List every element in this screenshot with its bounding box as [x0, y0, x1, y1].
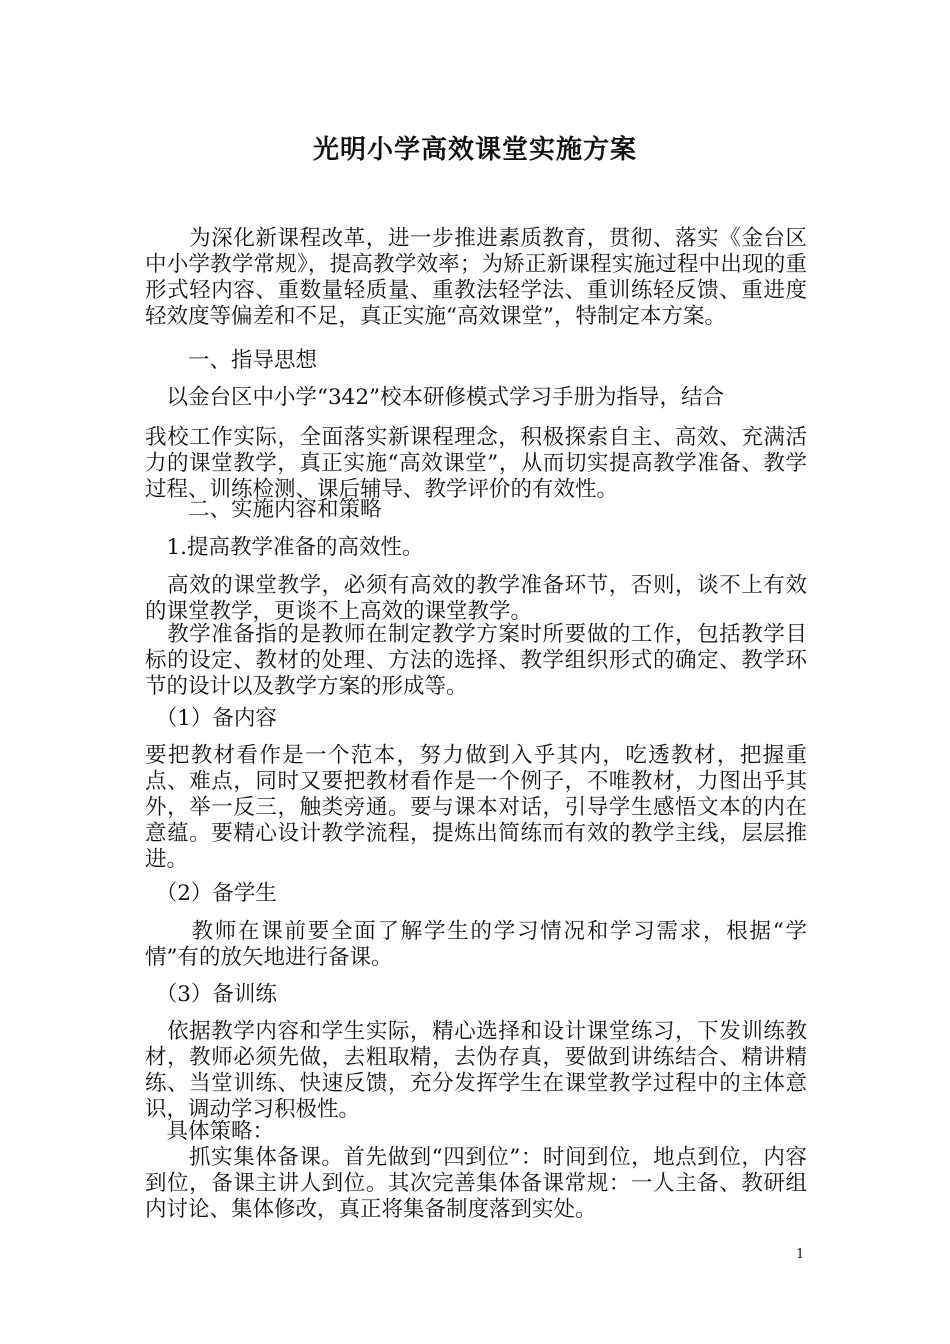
prepare-students-paragraph: 教师在课前要全面了解学生的学习情况和学习需求，根据“学情”有的放矢地进行备课。 — [145, 919, 807, 970]
guiding-paragraph-line-1: 以金台区中小学“342”校本研修模式学习手册为指导，结合 — [145, 385, 725, 410]
specific-strategies-heading: 具体策略： — [145, 1119, 275, 1144]
section-heading-guiding-ideology: 一、指导思想 — [145, 348, 318, 373]
document-title: 光明小学高效课堂实施方案 — [312, 135, 637, 165]
prepare-training-paragraph: 依据教学内容和学生实际，精心选择和设计课堂练习，下发训练教材，教师必须先做，去粗取精，去伪存真，要做到讲练结合、精讲精练、当堂训练、快速反馈，充分发挥学生在课堂教学过程中的主体意识，调动学习积极性。 — [145, 1019, 807, 1122]
collective-lesson-prep-paragraph: 抓实集体备课。首先做到“四到位”：时间到位，地点到位，内容到位，备课主讲人到位。其次完善集体备课常规：一人主备、教研组内讨论、集体修改，真正将集备制度落到实处。 — [145, 1145, 807, 1222]
page-number: 1 — [796, 1247, 805, 1262]
subheading-prepare-content: （1）备内容 — [145, 706, 277, 731]
section-heading-content-strategy: 二、实施内容和策略 — [145, 497, 382, 522]
prepare-content-paragraph: 要把教材看作是一个范本，努力做到入乎其内，吃透教材，把握重点、难点，同时又要把教材看作是一个例子，不唯教材，力图出乎其外，举一反三，触类旁通。要与课本对话，引导学生感悟文本的内在意蕴。要精心设计教学流程，提炼出简练而有效的教学主线，层层推进。 — [145, 743, 807, 872]
preparation-paragraph-1: 高效的课堂教学，必须有高效的教学准备环节，否则，谈不上有效的课堂教学，更谈不上高效的课堂教学。 — [145, 573, 807, 624]
preparation-paragraph-2: 教学准备指的是教师在制定教学方案时所要做的工作，包括教学目标的设定、教材的处理、方法的选择、教学组织形式的确定、教学环节的设计以及教学方案的形成等。 — [145, 622, 807, 699]
item-heading-teaching-preparation: 1.提高教学准备的高效性。 — [145, 535, 424, 560]
intro-paragraph: 为深化新课程改革，进一步推进素质教育，贯彻、落实《金台区中小学教学常规》，提高教学效率；为矫正新课程实施过程中出现的重形式轻内容、重数量轻质量、重教法轻学法、重训练轻反馈、重进度轻效度等偏差和不足，真正实施“高效课堂”，特制定本方案。 — [145, 226, 807, 329]
subheading-prepare-students: （2）备学生 — [145, 881, 277, 906]
subheading-prepare-training: （3）备训练 — [145, 982, 277, 1007]
guiding-paragraph-rest: 我校工作实际，全面落实新课程理念，积极探索自主、高效、充满活力的课堂教学，真正实施“高效课堂”，从而切实提高教学准备、教学过程、训练检测、课后辅导、教学评价的有效性。 — [145, 425, 807, 502]
